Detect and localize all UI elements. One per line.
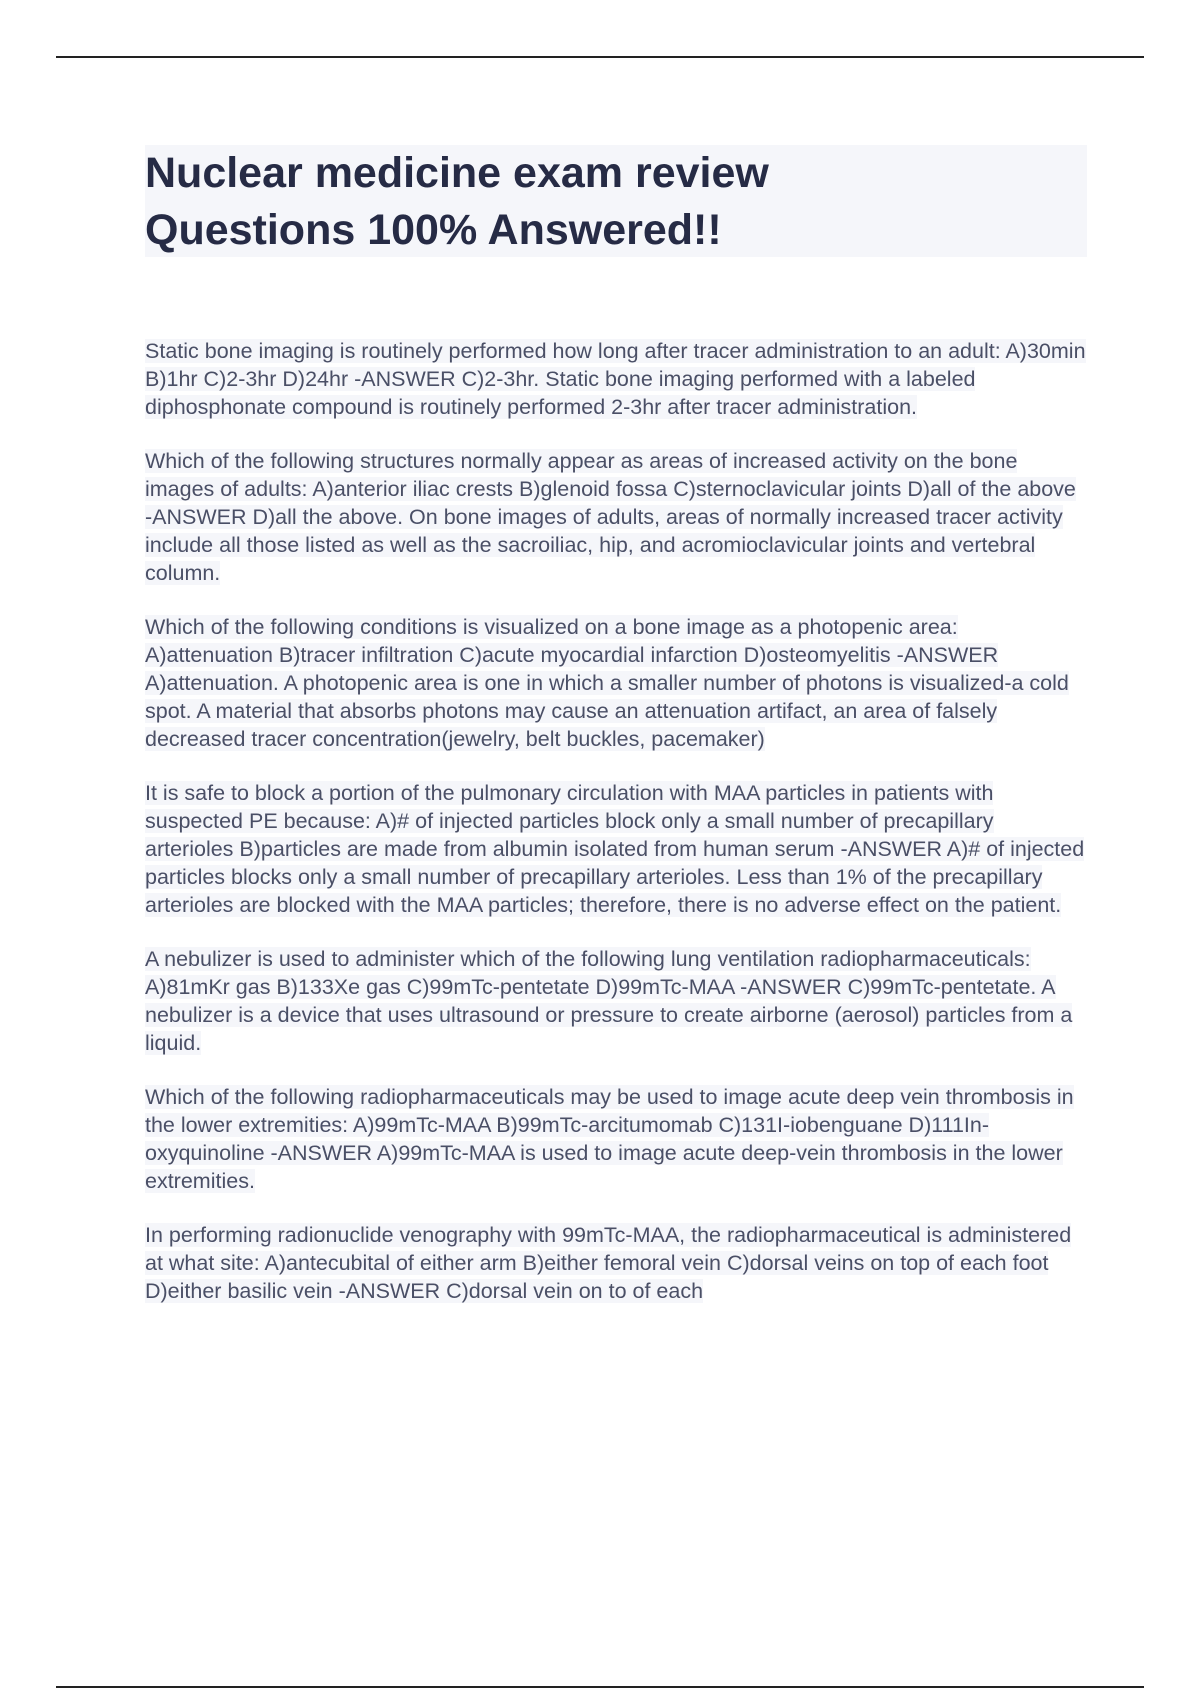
question-text: Static bone imaging is routinely performed how long after tracer administration to an adult: A)30min B)1hr C)2-3hr D)24hr -ANSWER C)2-3hr. Static bone imaging performed with a labeled diphosphonate compound is routinely performed 2-3hr after tracer administration. [145,339,1086,419]
question-paragraph [145,1221,1087,1305]
question-text: In performing radionuclide venography with 99mTc-MAA, the radiopharmaceutical is administered at what site: A)antecubital of either arm B)either femoral vein C)dorsal veins on top of each foot D)either basilic vein -ANSWER C)dorsal vein on to of each [145,1223,1072,1303]
question-paragraph [145,945,1087,1057]
question-text: Which of the following conditions is visualized on a bone image as a photopenic area: A)attenuation B)tracer infiltration C)acute myocardial infarction D)osteomyelitis -ANSWER A)attenuation. A photopenic area is one in which a smaller number of photons is visualized-a cold spot. A material that absorbs photons may cause an attenuation artifact, an area of falsely decreased tracer concentration(jewelry, belt buckles, pacemaker) [145,615,1069,751]
question-paragraph [145,613,1087,753]
question-list [145,337,1087,1331]
title-block [145,145,1087,257]
question-text: Which of the following radiopharmaceuticals may be used to image acute deep vein thrombosis in the lower extremities: A)99mTc-MAA B)99mTc-arcitumomab C)131I-iobenguane D)111In-oxyquinoline -ANSWER A)99mTc-MAA is used to image acute deep-vein thrombosis in the lower extremities. [145,1085,1074,1193]
question-text: Which of the following structures normally appear as areas of increased activity on the bone images of adults: A)anterior iliac crests B)glenoid fossa C)sternoclavicular joints D)all of the above -ANSWER D)all the above. On bone images of adults, areas of normally increased tracer activity include all those listed as well as the sacroiliac, hip, and acromioclavicular joints and vertebral column. [145,449,1076,585]
question-paragraph [145,1083,1087,1195]
bottom-rule [56,1686,1144,1688]
top-rule [56,56,1144,58]
question-text: It is safe to block a portion of the pulmonary circulation with MAA particles in patients with suspected PE because: A)# of injected particles block only a small number of precapillary arterioles B)particles are made from albumin isolated from human serum -ANSWER A)# of injected particles blocks only a small number of precapillary arterioles. Less than 1% of the precapillary arterioles are blocked with the MAA particles; therefore, there is no adverse effect on the patient. [145,781,1085,917]
question-text: A nebulizer is used to administer which of the following lung ventilation radiopharmaceuticals: A)81mKr gas B)133Xe gas C)99mTc-pentetate D)99mTc-MAA -ANSWER C)99mTc-pentetate. A nebulizer is a device that uses ultrasound or pressure to create airborne (aerosol) particles from a liquid. [145,947,1073,1055]
document-title: Nuclear medicine exam review Questions 100% Answered!! [145,149,769,254]
question-paragraph [145,779,1087,919]
question-paragraph [145,447,1087,587]
question-paragraph [145,337,1087,421]
